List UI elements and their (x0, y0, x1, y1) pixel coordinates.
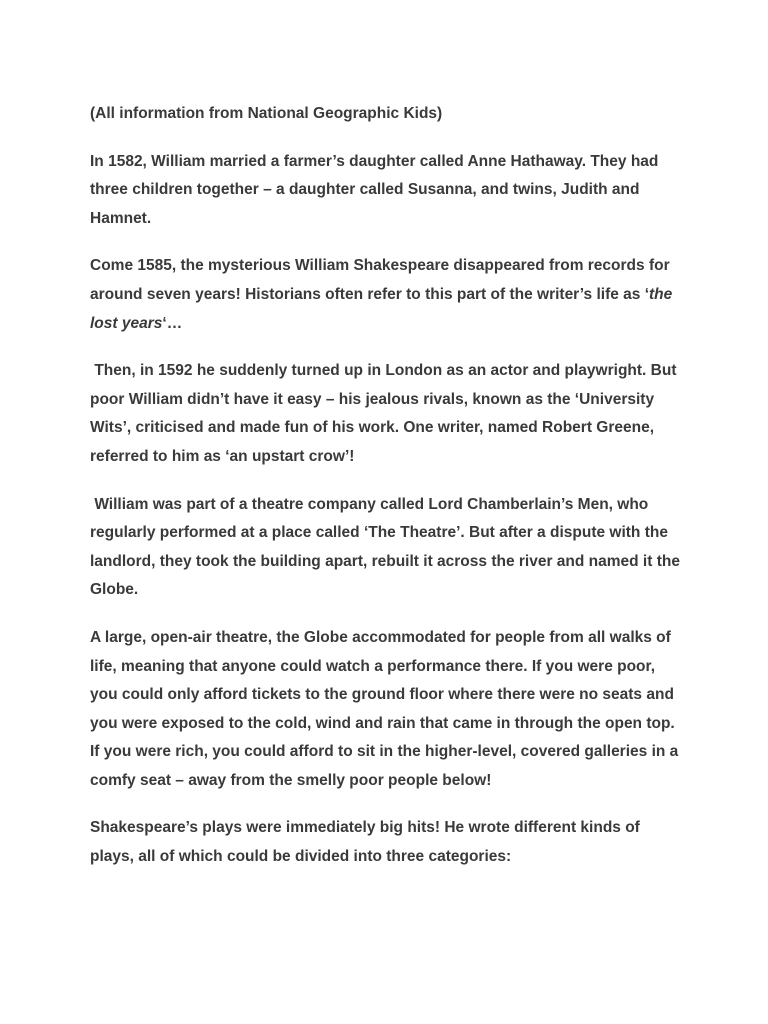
paragraph-theatre-company: William was part of a theatre company called Lord Chamberlain’s Men, who regularly performed at a place called ‘The Theatre’. But after a dispute with the landlord, they took the building apart, rebuilt it across the river and named it the Globe. (90, 495, 685, 599)
paragraph-london: Then, in 1592 he suddenly turned up in London as an actor and playwright. But poor William didn’t have it easy – his jealous rivals, known as the ‘University Wits’, criticised and made fun of his work. One writer, named Robert Greene, referred to him as ‘an upstart crow’! (90, 362, 681, 465)
paragraph-lost-years-text: Come 1585, the mysterious William Shakespeare disappeared from records for around seven years! Historians often refer to this part of the writer’s life as ‘ (90, 257, 670, 303)
source-note: (All information from National Geographic Kids) (90, 105, 443, 122)
paragraph-globe: A large, open-air theatre, the Globe accommodated for people from all walks of life, meaning that anyone could watch a performance there. If you were poor, you could only afford tickets to the ground floor where there were no seats and you were exposed to the cold, wind and rain that came in through the open top. If you were rich, you could afford to sit in the higher-level, covered galleries in a comfy seat – away from the smelly poor people below! (90, 628, 679, 789)
paragraph-lost-years (90, 252, 680, 338)
lost-years-emphasis: the lost years (90, 285, 673, 332)
document-body (90, 100, 685, 891)
paragraph-plays: Shakespeare’s plays were immediately big hits! He wrote different kinds of plays, all of which could be divided into three categories: (90, 819, 640, 866)
paragraph-lost-years-end: ‘… (162, 314, 183, 332)
paragraph-marriage: In 1582, William married a farmer’s daughter called Anne Hathaway. They had three children together – a daughter called Susanna, and twins, Judith and Hamnet. (90, 152, 659, 227)
